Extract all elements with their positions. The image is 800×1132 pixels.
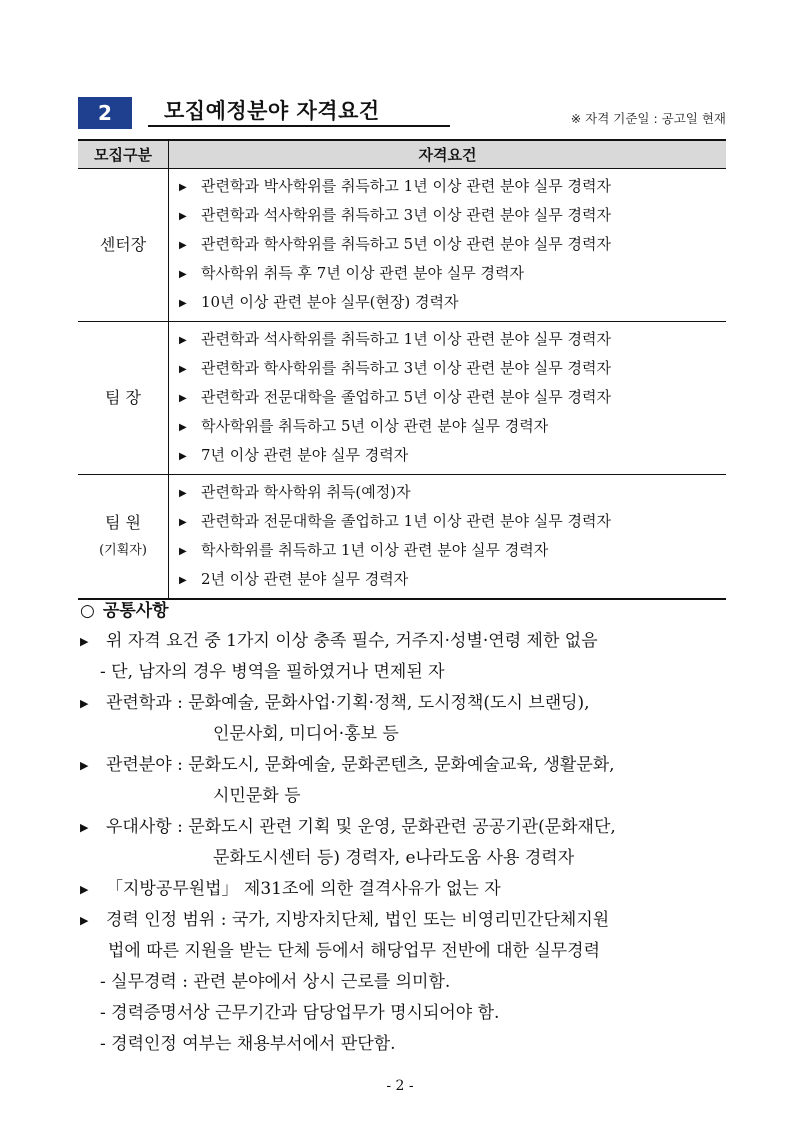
triangle-bullet-icon: ▶ [179, 516, 187, 528]
category-label: 팀 원 [105, 512, 141, 532]
list-item: ▶ 학사학위 취득 후 7년 이상 관련 분야 실무 경력자 [179, 259, 726, 288]
triangle-bullet-icon: ▶ [179, 181, 187, 193]
list-continuation: 시민문화 등 [213, 786, 301, 806]
list-continuation: 문화도시센터 등) 경력자, e나라도움 사용 경력자 [213, 848, 575, 868]
list-continuation: 법에 따른 지원을 받는 단체 등에서 해당업무 전반에 대한 실무경력 [108, 941, 601, 961]
list-item: ▶ 7년 이상 관련 분야 실무 경력자 [179, 441, 726, 470]
triangle-bullet-icon: ▶ [80, 914, 89, 927]
category-cell [78, 169, 169, 322]
list-item: ▶ 10년 이상 관련 분야 실무(현장) 경력자 [179, 288, 726, 317]
list-item: ▶ 학사학위를 취득하고 5년 이상 관련 분야 실무 경력자 [179, 412, 726, 441]
header-category: 모집구분 [78, 140, 169, 169]
triangle-bullet-icon: ▶ [179, 334, 187, 346]
list-subitem: - 실무경력 : 관련 분야에서 상시 근로를 의미함. [100, 972, 451, 992]
triangle-bullet-icon: ▶ [179, 392, 187, 404]
header-requirements: 자격요건 [169, 140, 727, 169]
common-title: ○ 공통사항 [80, 601, 169, 621]
table-row [78, 322, 726, 475]
table-row [78, 475, 726, 600]
list-item: ▶ 관련학과 : 문화예술, 문화사업·기획·정책, 도시정책(도시 브랜딩), [80, 688, 740, 719]
list-item: ▶ 관련학과 박사학위를 취득하고 1년 이상 관련 분야 실무 경력자 [179, 172, 726, 201]
list-item: ▶ 학사학위를 취득하고 1년 이상 관련 분야 실무 경력자 [179, 536, 726, 565]
list-subitem: - 단, 남자의 경우 병역을 필하였거나 면제된 자 [100, 662, 445, 682]
page-number: - 2 - [386, 1078, 414, 1094]
triangle-bullet-icon: ▶ [179, 239, 187, 251]
triangle-bullet-icon: ▶ [179, 487, 187, 499]
list-item: ▶ 관련학과 전문대학을 졸업하고 5년 이상 관련 분야 실무 경력자 [179, 383, 726, 412]
requirements-cell [169, 475, 727, 600]
triangle-bullet-icon: ▶ [179, 450, 187, 462]
triangle-bullet-icon: ▶ [179, 297, 187, 309]
list-item: ▶ 관련분야 : 문화도시, 문화예술, 문화콘텐츠, 문화예술교육, 생활문화, [80, 750, 740, 781]
list-item: ▶ 관련학과 전문대학을 졸업하고 1년 이상 관련 분야 실무 경력자 [179, 507, 726, 536]
triangle-bullet-icon: ▶ [179, 421, 187, 433]
table-row [78, 169, 726, 322]
list-item: ▶ 관련학과 학사학위를 취득하고 3년 이상 관련 분야 실무 경력자 [179, 354, 726, 383]
triangle-bullet-icon: ▶ [80, 697, 89, 710]
list-item: ▶ 관련학과 학사학위를 취득하고 5년 이상 관련 분야 실무 경력자 [179, 230, 726, 259]
circle-bullet-icon: ○ [80, 601, 95, 621]
category-label: 팀 장 [105, 388, 141, 407]
section-title: 모집예정분야 자격요건 [148, 97, 450, 127]
list-subitem: - 경력인정 여부는 채용부서에서 판단함. [100, 1034, 396, 1054]
list-item: ▶ 「지방공무원법」 제31조에 의한 결격사유가 없는 자 [80, 874, 740, 905]
list-item: ▶ 관련학과 학사학위 취득(예정)자 [179, 478, 726, 507]
list-item: ▶ 위 자격 요건 중 1가지 이상 충족 필수, 거주지·성별·연령 제한 없음 [80, 626, 740, 657]
triangle-bullet-icon: ▶ [80, 821, 89, 834]
list-item: ▶ 관련학과 석사학위를 취득하고 1년 이상 관련 분야 실무 경력자 [179, 325, 726, 354]
section-note: ※ 자격 기준일 : 공고일 현재 [570, 111, 726, 126]
triangle-bullet-icon: ▶ [179, 268, 187, 280]
requirements-cell [169, 322, 727, 475]
triangle-bullet-icon: ▶ [179, 574, 187, 586]
list-subitem: - 경력증명서상 근무기간과 담당업무가 명시되어야 함. [100, 1003, 500, 1023]
category-sublabel: (기획자) [99, 542, 147, 558]
triangle-bullet-icon: ▶ [179, 363, 187, 375]
list-item: ▶ 우대사항 : 문화도시 관련 기획 및 운영, 문화관련 공공기관(문화재단, [80, 812, 740, 843]
category-label: 센터장 [99, 235, 147, 254]
category-cell [78, 322, 169, 475]
requirements-table [78, 139, 726, 600]
triangle-bullet-icon: ▶ [80, 759, 89, 772]
section-header [78, 97, 728, 131]
triangle-bullet-icon: ▶ [179, 545, 187, 557]
list-item: ▶ 2년 이상 관련 분야 실무 경력자 [179, 565, 726, 594]
list-item: ▶ 관련학과 석사학위를 취득하고 3년 이상 관련 분야 실무 경력자 [179, 201, 726, 230]
requirements-cell [169, 169, 727, 322]
triangle-bullet-icon: ▶ [179, 210, 187, 222]
table-header-row [78, 140, 726, 169]
list-item: ▶ 경력 인정 범위 : 국가, 지방자치단체, 법인 또는 비영리민간단체지원 [80, 905, 740, 936]
common-section [80, 596, 740, 1060]
list-continuation: 인문사회, 미디어·홍보 등 [213, 724, 399, 744]
section-number: 2 [78, 97, 132, 129]
triangle-bullet-icon: ▶ [80, 883, 89, 896]
triangle-bullet-icon: ▶ [80, 635, 89, 648]
category-cell [78, 475, 169, 600]
